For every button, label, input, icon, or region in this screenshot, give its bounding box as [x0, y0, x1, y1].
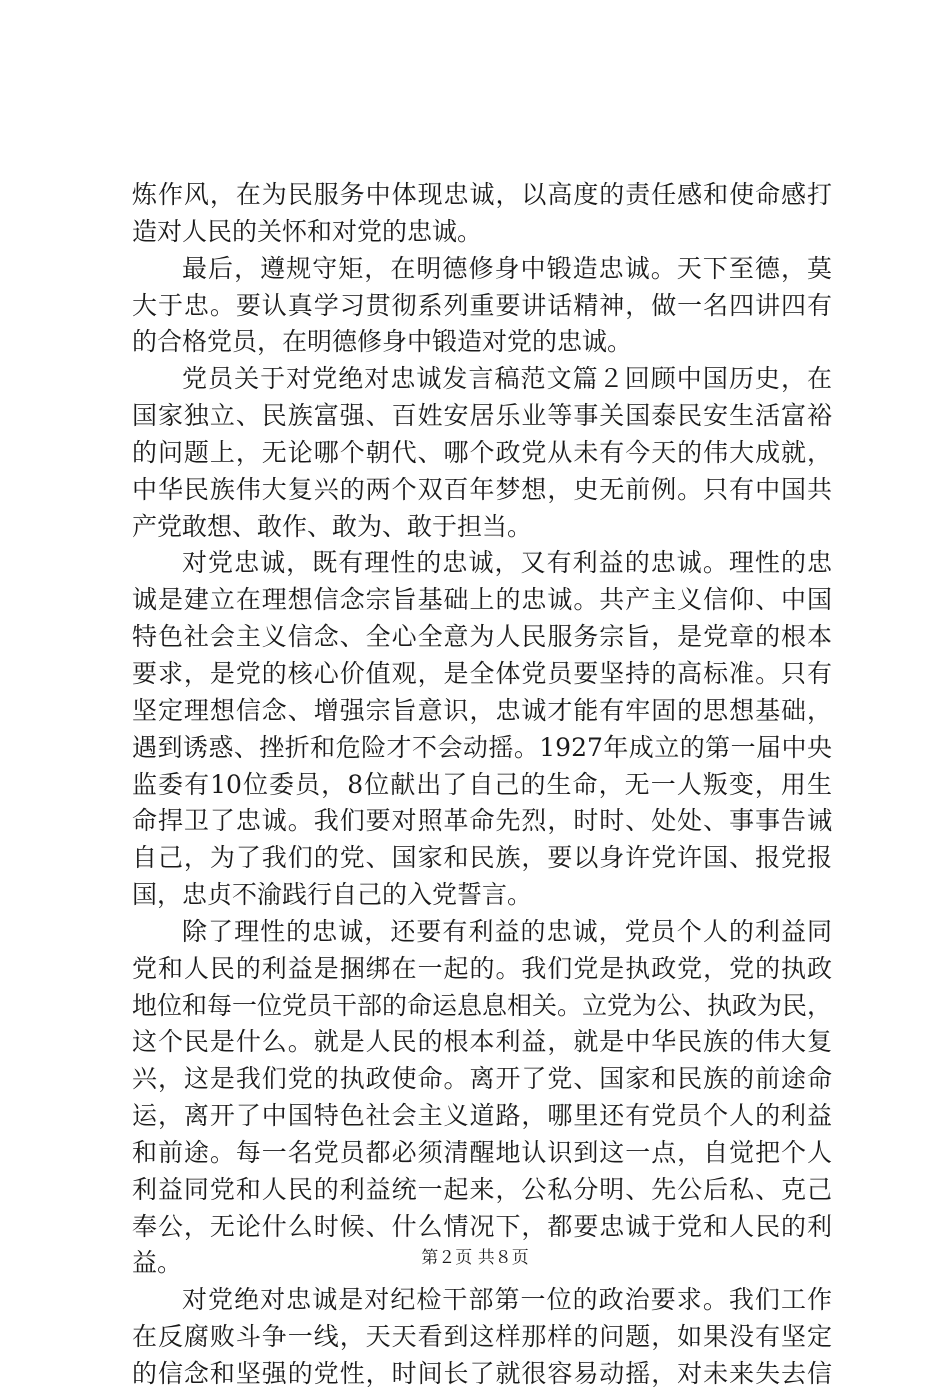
text-line: 最后，遵规守矩，在明德修身中锻造忠诚。天下至德，莫: [182, 253, 832, 283]
text-line: 的信念和坚强的党性，时间长了就很容易动摇，对未来失去信: [132, 1359, 832, 1388]
text-line: 党员关于对党绝对忠诚发言稿范文篇２回顾中国历史，在: [182, 364, 832, 394]
text-line: 产党敢想、敢作、敢为、敢于担当。: [132, 511, 533, 541]
text-line: 益。: [132, 1248, 183, 1278]
text-line: 的合格党员，在明德修身中锻造对党的忠诚。: [132, 327, 633, 357]
text-line: 这个民是什么。就是人民的根本利益，就是中华民族的伟大复: [132, 1027, 832, 1057]
text-line: 国，忠贞不渝践行自己的入党誓言。: [132, 880, 533, 910]
text-line: 监委有10位委员，8位献出了自己的生命，无一人叛变，用生: [132, 769, 832, 799]
text-line: 诚是建立在理想信念宗旨基础上的忠诚。共产主义信仰、中国: [132, 585, 832, 615]
text-line: 利益同党和人民的利益统一起来，公私分明、先公后私、克己: [132, 1174, 832, 1204]
text-line: 除了理性的忠诚，还要有利益的忠诚，党员个人的利益同: [182, 916, 832, 946]
text-line: 坚定理想信念、增强宗旨意识，忠诚才能有牢固的思想基础，: [132, 695, 832, 725]
text-line: 奉公，无论什么时候、什么情况下，都要忠诚于党和人民的利: [132, 1211, 832, 1241]
text-line: 在反腐败斗争一线，天天看到这样那样的问题，如果没有坚定: [132, 1322, 832, 1352]
text-line: 自己，为了我们的党、国家和民族，要以身许党许国、报党报: [132, 843, 832, 873]
text-line: 运，离开了中国特色社会主义道路，哪里还有党员个人的利益: [132, 1101, 832, 1131]
text-line: 要求，是党的核心价值观，是全体党员要坚持的高标准。只有: [132, 658, 832, 688]
text-line: 特色社会主义信念、全心全意为人民服务宗旨，是党章的根本: [132, 622, 832, 652]
text-line: 对党忠诚，既有理性的忠诚，又有利益的忠诚。理性的忠: [182, 548, 832, 578]
text-line: 兴，这是我们党的执政使命。离开了党、国家和民族的前途命: [132, 1064, 832, 1094]
body-text: [132, 177, 832, 1393]
text-line: 国家独立、民族富强、百姓安居乐业等事关国泰民安生活富裕: [132, 401, 832, 431]
text-line: 和前途。每一名党员都必须清醒地认识到这一点，自觉把个人: [132, 1137, 832, 1167]
page-number-footer: 第２页 共８页: [421, 1248, 529, 1268]
text-line: 造对人民的关怀和对党的忠诚。: [132, 216, 483, 246]
text-line: 命捍卫了忠诚。我们要对照革命先烈，时时、处处、事事告诫: [132, 806, 832, 836]
text-line: 大于忠。要认真学习贯彻系列重要讲话精神，做一名四讲四有: [132, 290, 832, 320]
text-line: 对党绝对忠诚是对纪检干部第一位的政治要求。我们工作: [182, 1285, 832, 1315]
text-line: 党和人民的利益是捆绑在一起的。我们党是执政党，党的执政: [132, 953, 832, 983]
text-line: 遇到诱惑、挫折和危险才不会动摇。1927年成立的第一届中央: [132, 732, 832, 762]
text-line: 的问题上，无论哪个朝代、哪个政党从未有今天的伟大成就，: [132, 437, 832, 467]
text-line: 中华民族伟大复兴的两个双百年梦想，史无前例。只有中国共: [132, 474, 832, 504]
text-line: 地位和每一位党员干部的命运息息相关。立党为公、执政为民，: [132, 990, 833, 1020]
text-line: 炼作风，在为民服务中体现忠诚，以高度的责任感和使命感打: [132, 180, 832, 209]
